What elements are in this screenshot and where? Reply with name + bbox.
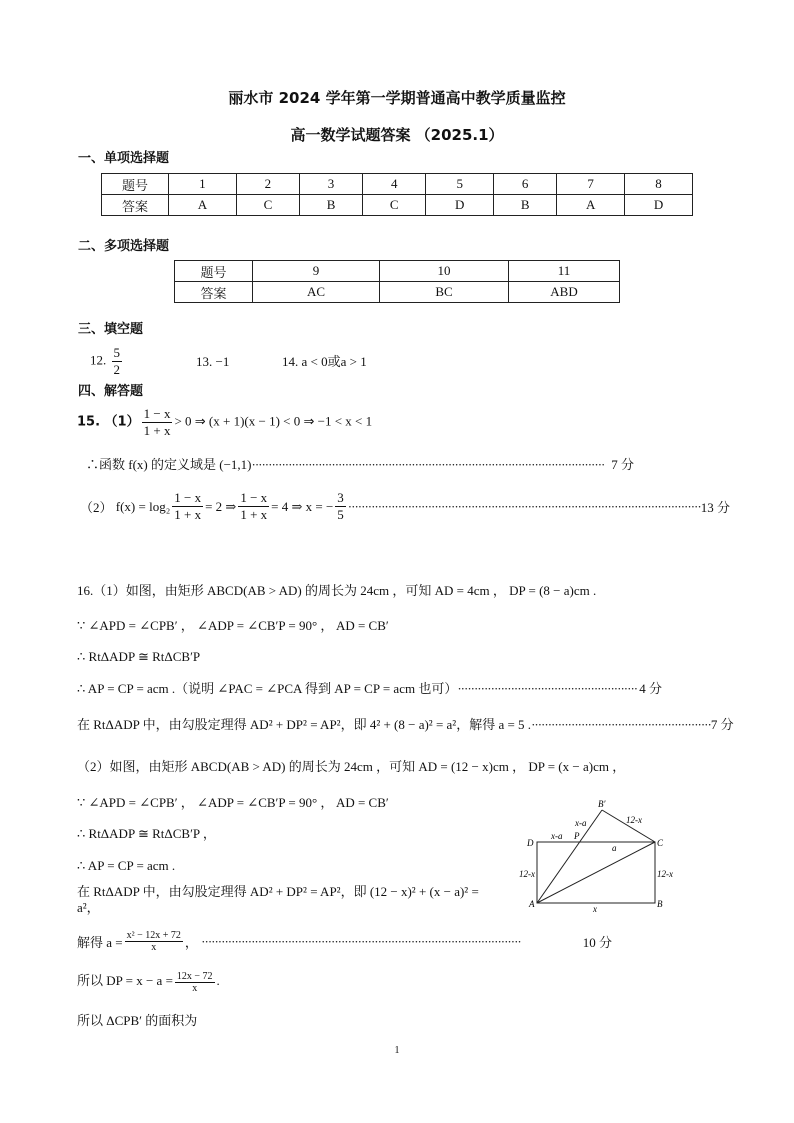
table-cell: ABD bbox=[509, 282, 620, 303]
multi-choice-table bbox=[174, 260, 620, 303]
denominator: x bbox=[192, 982, 198, 994]
label-x-minus-a: x-a bbox=[551, 831, 563, 841]
label-x: x bbox=[593, 904, 597, 914]
text: ∴函数 f(x) 的定义域是 (−1,1) bbox=[86, 457, 252, 472]
answer-13: 13. −1 bbox=[196, 354, 230, 369]
fraction bbox=[172, 490, 203, 523]
text: 在 RtΔADP 中，由勾股定理得 AD² + DP² = AP²，即 4² + (8 − a)² = a²，解得 a = 5 . bbox=[77, 717, 532, 732]
score: 13 分 bbox=[700, 500, 730, 515]
segment-ab1 bbox=[537, 810, 602, 903]
math: = 2 ⇒ bbox=[205, 498, 237, 514]
table-cell: 8 bbox=[625, 174, 693, 195]
table-cell: 5 bbox=[426, 174, 494, 195]
label: 12. bbox=[90, 352, 107, 368]
q16-line8: ∴ RtΔADP ≅ RtΔCB′P ， bbox=[77, 826, 216, 841]
q16-line3: ∴ RtΔADP ≅ RtΔCB′P bbox=[77, 649, 201, 664]
numerator: 1 − x bbox=[174, 490, 202, 505]
label: 15. （1） bbox=[77, 414, 140, 430]
math: f(x) = log₂ bbox=[115, 498, 171, 514]
table-cell: 4 bbox=[363, 174, 426, 195]
table-row bbox=[102, 195, 693, 216]
table-cell: B bbox=[299, 195, 362, 216]
numerator: 5 bbox=[113, 345, 120, 360]
q16-line2: ∵ ∠APD = ∠CPB′ ， ∠ADP = ∠CB′P = 90° ， AD = CB′ bbox=[77, 618, 389, 633]
q16-line10: 在 RtΔADP 中，由勾股定理得 AD² + DP² = AP²，即 (12 − x)² + (x − a)² = a²， bbox=[77, 884, 479, 915]
table-cell: 1 bbox=[169, 174, 237, 195]
section-4-heading: 四、解答题 bbox=[78, 384, 144, 399]
text: 所以 DP = x − a = bbox=[77, 973, 173, 988]
fraction bbox=[142, 406, 173, 439]
q16-line12: 所以 DP = x − a = $\frac{12x - 72}{x}$ . bbox=[77, 970, 220, 994]
denominator: 1 + x bbox=[174, 507, 202, 522]
label-12-minus-x: 12-x bbox=[626, 815, 642, 825]
table-cell: 6 bbox=[494, 174, 557, 195]
fraction bbox=[238, 490, 269, 523]
table-row bbox=[175, 261, 620, 282]
fraction bbox=[112, 345, 123, 378]
table-cell: C bbox=[236, 195, 299, 216]
denominator: 1 + x bbox=[143, 423, 171, 438]
label-12-minus-x: 12-x bbox=[657, 869, 673, 879]
table-cell: 7 bbox=[557, 174, 625, 195]
q16-line9: ∴ AP = CP = acm . bbox=[77, 858, 176, 873]
answer-12 bbox=[90, 345, 124, 378]
table-cell: B bbox=[494, 195, 557, 216]
table-cell: BC bbox=[380, 282, 509, 303]
table-cell: 9 bbox=[253, 261, 380, 282]
numerator: 1 − x bbox=[143, 406, 171, 421]
q15-part1 bbox=[77, 406, 372, 439]
table-header: 题号 bbox=[175, 261, 253, 282]
fraction bbox=[125, 930, 183, 953]
text: ∴ AP = CP = acm .（说明 ∠PAC = ∠PCA 得到 AP = CP = acm 也可） bbox=[77, 681, 458, 696]
dot-leader: ································································································ bbox=[201, 933, 521, 949]
denominator: 5 bbox=[337, 507, 344, 522]
label-d: D bbox=[527, 838, 534, 848]
q15-line2 bbox=[86, 457, 634, 473]
numerator: 3 bbox=[337, 490, 344, 505]
label-b: B bbox=[657, 899, 663, 909]
label-x-minus-a: x-a bbox=[575, 818, 587, 828]
q16-line7: ∵ ∠APD = ∠CPB′ ， ∠ADP = ∠CB′P = 90° ， AD = CB′ bbox=[77, 795, 389, 810]
score: 4 分 bbox=[639, 681, 662, 696]
label-a: A bbox=[529, 899, 535, 909]
page-number: 1 bbox=[394, 1045, 400, 1056]
q16-line6: （2）如图，由矩形 ABCD(AB > AD) 的周长为 24cm ，可知 AD = (12 − x)cm ， DP = (x − a)cm ， bbox=[77, 759, 626, 774]
table-cell: 2 bbox=[236, 174, 299, 195]
text: 解得 a = bbox=[77, 935, 123, 950]
section-2-heading: 二、多项选择题 bbox=[78, 239, 170, 254]
dot-leader: ······················································ bbox=[457, 681, 638, 696]
fraction bbox=[335, 490, 346, 523]
score: 10 分 bbox=[582, 935, 612, 950]
dot-leader: ······················································ bbox=[531, 717, 711, 732]
section-1-heading: 一、单项选择题 bbox=[78, 151, 170, 166]
numerator: 1 − x bbox=[240, 490, 268, 505]
label-12-minus-x: 12-x bbox=[519, 869, 535, 879]
dot-leader: ·········································································································· bbox=[251, 457, 605, 472]
q16-line11: 解得 a = $\frac{\text{x² − 12x + 72}}{x}$ ， ································································································ 10 分 bbox=[77, 930, 612, 953]
table-cell: 3 bbox=[299, 174, 362, 195]
score: 7 分 bbox=[710, 717, 734, 732]
label: （2） bbox=[80, 500, 113, 515]
label-c: C bbox=[657, 838, 664, 848]
score: 7 分 bbox=[611, 457, 634, 472]
label-b-prime: B′ bbox=[598, 799, 606, 809]
table-cell: D bbox=[625, 195, 693, 216]
table-cell: 11 bbox=[509, 261, 620, 282]
table-cell: C bbox=[363, 195, 426, 216]
denominator: 2 bbox=[113, 362, 120, 377]
q16-line1: 16.（1）如图，由矩形 ABCD(AB > AD) 的周长为 24cm ，可知 AD = 4cm ， DP = (8 − a)cm . bbox=[77, 583, 597, 598]
numerator: 12x − 72 bbox=[176, 970, 213, 982]
table-header: 答案 bbox=[175, 282, 253, 303]
table-cell: A bbox=[557, 195, 625, 216]
q16-line13: 所以 ΔCPB′ 的面积为 bbox=[77, 1013, 198, 1028]
math: > 0 ⇒ (x + 1)(x − 1) < 0 ⇒ −1 < x < 1 bbox=[174, 413, 373, 429]
denominator: x bbox=[151, 942, 157, 953]
single-choice-table bbox=[101, 173, 693, 216]
answer-14: 14. a < 0或a > 1 bbox=[282, 354, 367, 369]
q16-line4 bbox=[77, 681, 662, 697]
doc-subtitle: 高一数学试题答案 （2025.1） bbox=[290, 126, 504, 144]
fraction bbox=[175, 971, 215, 994]
table-cell: AC bbox=[253, 282, 380, 303]
doc-title: 丽水市 2024 学年第一学期普通高中教学质量监控 bbox=[228, 89, 566, 107]
q15-part2 bbox=[80, 490, 730, 523]
table-cell: A bbox=[169, 195, 237, 216]
label-a-length: a bbox=[612, 843, 617, 853]
denominator: 1 + x bbox=[240, 507, 268, 522]
dot-leader: ·········································································································· bbox=[347, 498, 701, 514]
table-header: 题号 bbox=[102, 174, 169, 195]
q16-line5 bbox=[77, 717, 734, 733]
section-3-heading: 三、填空题 bbox=[78, 322, 144, 337]
math: = 4 ⇒ x = − bbox=[271, 498, 334, 514]
table-cell: D bbox=[426, 195, 494, 216]
segment-ac bbox=[537, 842, 655, 903]
numerator: x² − 12x + 72 bbox=[126, 930, 181, 941]
label-p: P bbox=[574, 831, 580, 841]
table-cell: 10 bbox=[380, 261, 509, 282]
table-row bbox=[175, 282, 620, 303]
table-row bbox=[102, 174, 693, 195]
table-header: 答案 bbox=[102, 195, 169, 216]
geometry-figure bbox=[515, 795, 685, 915]
